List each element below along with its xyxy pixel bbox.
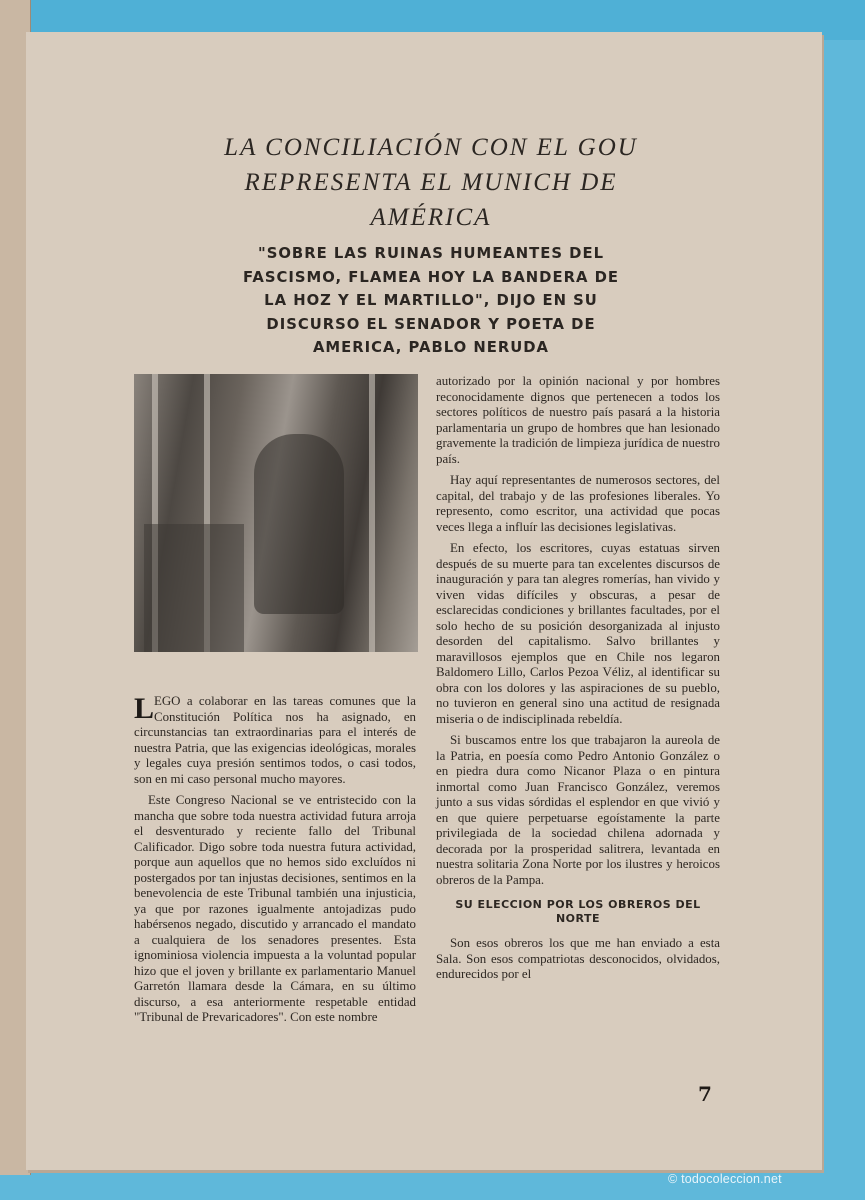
first-paragraph-text: EGO a colaborar en las tareas comunes que la Constitución Política nos ha asignado, en circunstancias tan extraordinarias para el interés de nuestra Patria, que las exigencias ideológicas, morales y legales cuya presión sentimos todos, o casi todos, son en mi caso personal mucho mayores. bbox=[134, 694, 416, 786]
paragraph: autorizado por la opinión nacional y por hombres reconocidamente dignos que pertenecen a todos los sectores políticos de nuestro país pasará a la historia parlamentaria un grupo de hombres que han lesionado gravemente la tradición de limpieza jurídica de nuestro país. bbox=[436, 374, 720, 466]
page-number: 7 bbox=[698, 1082, 712, 1106]
article-photo bbox=[134, 374, 418, 652]
article-subtitle: "SOBRE LAS RUINAS HUMEANTES DEL FASCISMO, FLAMEA HOY LA BANDERA DE LA HOZ Y EL MARTILLO", DIJO EN SU DISCURSO EL SENADOR Y POETA DE AMERICA, PABLO NERUDA bbox=[243, 245, 619, 356]
paragraph: Hay aquí representantes de numerosos sectores, del capital, del trabajo y de las profesiones liberales. Yo represento, como escritor, una actividad que pocas veces llega a influír las decisiones legislativas. bbox=[436, 473, 720, 534]
paragraph: En efecto, los escritores, cuyas estatuas sirven después de su muerte para tan excelentes discursos de inauguración y para tan alegres romerías, han vivido y viven vidas difíciles y obscuras, a pesar de esclarecidas condiciones y brillantes facultades, por el solo hecho de su posición desorganizada al injusto desorden del capitalismo. Salvo brillantes y maravillosos ejemplos que en Chile nos legaron Baldomero Lillo, Carlos Pezoa Véliz, al identificar su obra con los dolores y las aspiraciones de su pueblo, no tuvieron en general sino una actitud de resignada miseria o de indisciplinada rebeldía. bbox=[436, 541, 720, 726]
paragraph: Si buscamos entre los que trabajaron la aureola de la Patria, en poesía como Pedro Antonio González o en piedra dura como Nicanor Plaza o en pintura inmortal como Juan Francisco González, veremos junto a sus vidas sórdidas el esplendor en que vivió y en que quiere perpetuarse egoístamente la parte privilegiada de la sociedad chilena adornada y decorada por la prosperidad salitrera, levantada en nuestra solitaria Zona Norte por los ilustres y heroicos obreros de la Pampa. bbox=[436, 733, 720, 887]
article-title: LA CONCILIACIÓN CON EL GOU REPRESENTA EL MUNICH DE AMÉRICA bbox=[224, 134, 638, 231]
first-paragraph bbox=[134, 694, 416, 787]
paragraph: Este Congreso Nacional se ve entristecido con la mancha que sobre toda nuestra actividad futura arroja el desventurado y reciente fallo del Tribunal Calificador. Digo sobre toda nuestra futura actividad, porque aun aquellos que no hemos sido excluídos ni postergados por tan injustas decisiones, sentimos en la benevolencia de este Tribunal también una injusticia, ya que por razones igualmente antojadizas pudo habérsenos negado, discutido y arrancado el mandato a cualquiera de los senadores presentes. Esta ignominiosa violencia impuesta a la voluntad popular hizo que el joven y brillante ex parlamentario Manuel Garretón llamara desde la Cámara, en su último discurso, a esa anteriormente respetable entidad "Tribunal de Prevaricadores". Con este nombre bbox=[134, 793, 416, 1024]
paragraph: Son esos obreros los que me han enviado a esta Sala. Son esos compatriotas desconocidos, olvidados, endurecidos por el bbox=[436, 936, 720, 981]
left-column bbox=[134, 694, 416, 1032]
section-heading: SU ELECCION POR LOS OBREROS DEL NORTE bbox=[455, 898, 701, 925]
right-column bbox=[436, 374, 720, 989]
watermark: © todocoleccion.net bbox=[668, 1172, 782, 1186]
drop-cap: L bbox=[134, 692, 155, 725]
document-page bbox=[26, 32, 822, 1170]
